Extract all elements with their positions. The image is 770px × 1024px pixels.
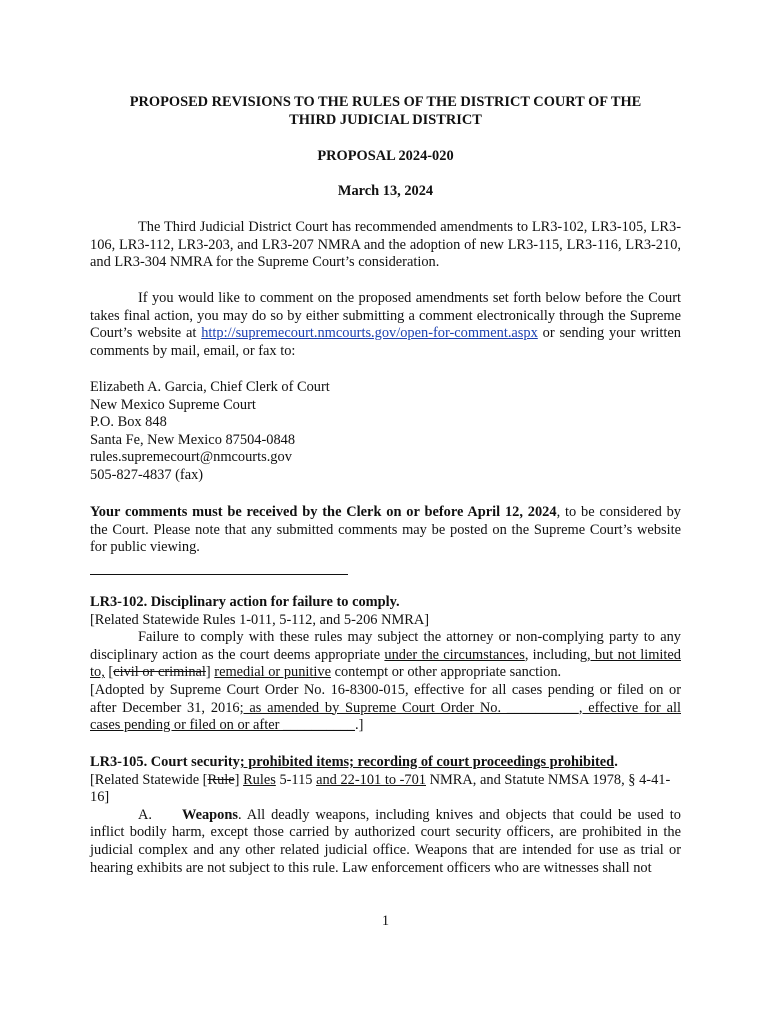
inserted-text: remedial or punitive [214,664,331,681]
inserted-text: ; prohibited items; recording of court proceedings prohibited [239,754,615,770]
inserted-text: , but not limited to, [90,646,681,681]
related-rules [90,772,681,807]
page-number: 1 [381,913,390,929]
comment-text-2: or sending your written comments by mail, email, or fax to: [90,325,681,359]
rule-lr3-102 [90,594,681,735]
address-line-city: Santa Fe, New Mexico 87504-0848 [90,431,296,448]
heading-text: LR3-105. Court security [90,754,240,770]
rule-text: [Adopted by Supreme Court Order No. 16-8300-015, effective for all cases pending or filed on or after December 31, 2016 [90,681,681,716]
deadline-bold: Your comments must be received by the Clerk on or before April 12, 2024 [90,504,557,520]
title-line-2: THIRD JUDICIAL DISTRICT [289,111,482,128]
rule-text: [Related Statewide [ [90,771,208,788]
section-divider [90,574,348,575]
rule-text: contempt or other appropriate sanction. [330,664,562,681]
inserted-text: under the circumstances [384,646,525,663]
section-a-weapons [90,807,681,877]
address-line-email: rules.supremecourt@nmcourts.gov [90,449,292,466]
deleted-text: Rule [207,771,235,788]
section-title: Weapons [182,806,238,823]
rule-text: ] [205,664,215,681]
rule-lr3-105 [90,754,681,877]
rule-text: ] [234,771,244,788]
address-line-name: Elizabeth A. Garcia, Chief Clerk of Court [90,379,330,395]
deleted-text: civil or criminal [113,664,206,681]
rule-heading: LR3-102. Disciplinary action for failure to comply. [90,594,400,610]
inserted-text: ; as amended by Supreme Court Order No. __________, effective for all cases pending or filed on or after __________ [90,699,681,734]
section-letter: A. [138,806,152,823]
rule-body [90,629,681,682]
section-text: . All deadly weapons, including knives and objects that could be used to inflict bodily harm, except those carried by authorized court security officers, are prohibited in the judicial complex and any other related judicial office. Weapons that are intended for use as trial or hearing exhibits are not subject to this rule. Law enforcement officers who are witnesses shall not [90,806,681,876]
inserted-text: and 22-101 to -701 [316,771,426,788]
related-rules: [Related Statewide Rules 1-011, 5-112, and 5-206 NMRA] [90,611,430,628]
comment-instructions [90,290,681,360]
adoption-history [90,682,681,735]
rule-text: Failure to comply with these rules may subject the attorney or non-complying party to any disciplinary action as the court deems appropriate [90,629,681,663]
address-line-court: New Mexico Supreme Court [90,396,256,413]
rule-text: NMRA [426,771,473,788]
document-title [90,94,681,129]
proposal-number: PROPOSAL 2024-020 [317,148,454,164]
intro-paragraph: The Third Judicial District Court has recommended amendments to LR3-102, LR3-105, LR3-106, LR3-112, LR3-203, and LR3-207 NMRA and the adoption of new LR3-115, LR3-116, LR3-210, and LR3-304 NMRA for the Supreme Court’s consideration. [90,219,681,271]
proposal-date: March 13, 2024 [337,183,434,199]
heading-text: . [614,754,618,770]
inserted-text: , [472,771,477,788]
rule-heading [90,754,681,772]
comment-text-1: If you would like to comment on the proposed amendments set forth below before the Court takes final action, you may do so by either submitting a comment electronically through the Supreme Court’s website at [90,290,681,342]
deadline-rest: , to be considered by the Court. Please note that any submitted comments may be posted on the Supreme Court’s website for public viewing. [90,504,681,556]
rule-text: 5-115 [275,771,317,788]
rule-text: .] [354,717,364,734]
deadline-paragraph [90,504,681,557]
address-line-fax: 505-827-4837 (fax) [90,466,204,483]
title-line-1: PROPOSED REVISIONS TO THE RULES OF THE DISTRICT COURT OF THE [129,94,642,110]
rule-text: , including [524,646,588,663]
inserted-text: Rules [243,771,276,788]
rule-text: [ [104,664,114,681]
mailing-address [90,379,681,485]
address-line-pobox: P.O. Box 848 [90,414,167,431]
comment-link[interactable]: http://supremecourt.nmcourts.gov/open-for-comment.aspx [201,325,538,342]
rule-text: and Statute NMSA 1978, § 4-41-16] [90,771,671,806]
